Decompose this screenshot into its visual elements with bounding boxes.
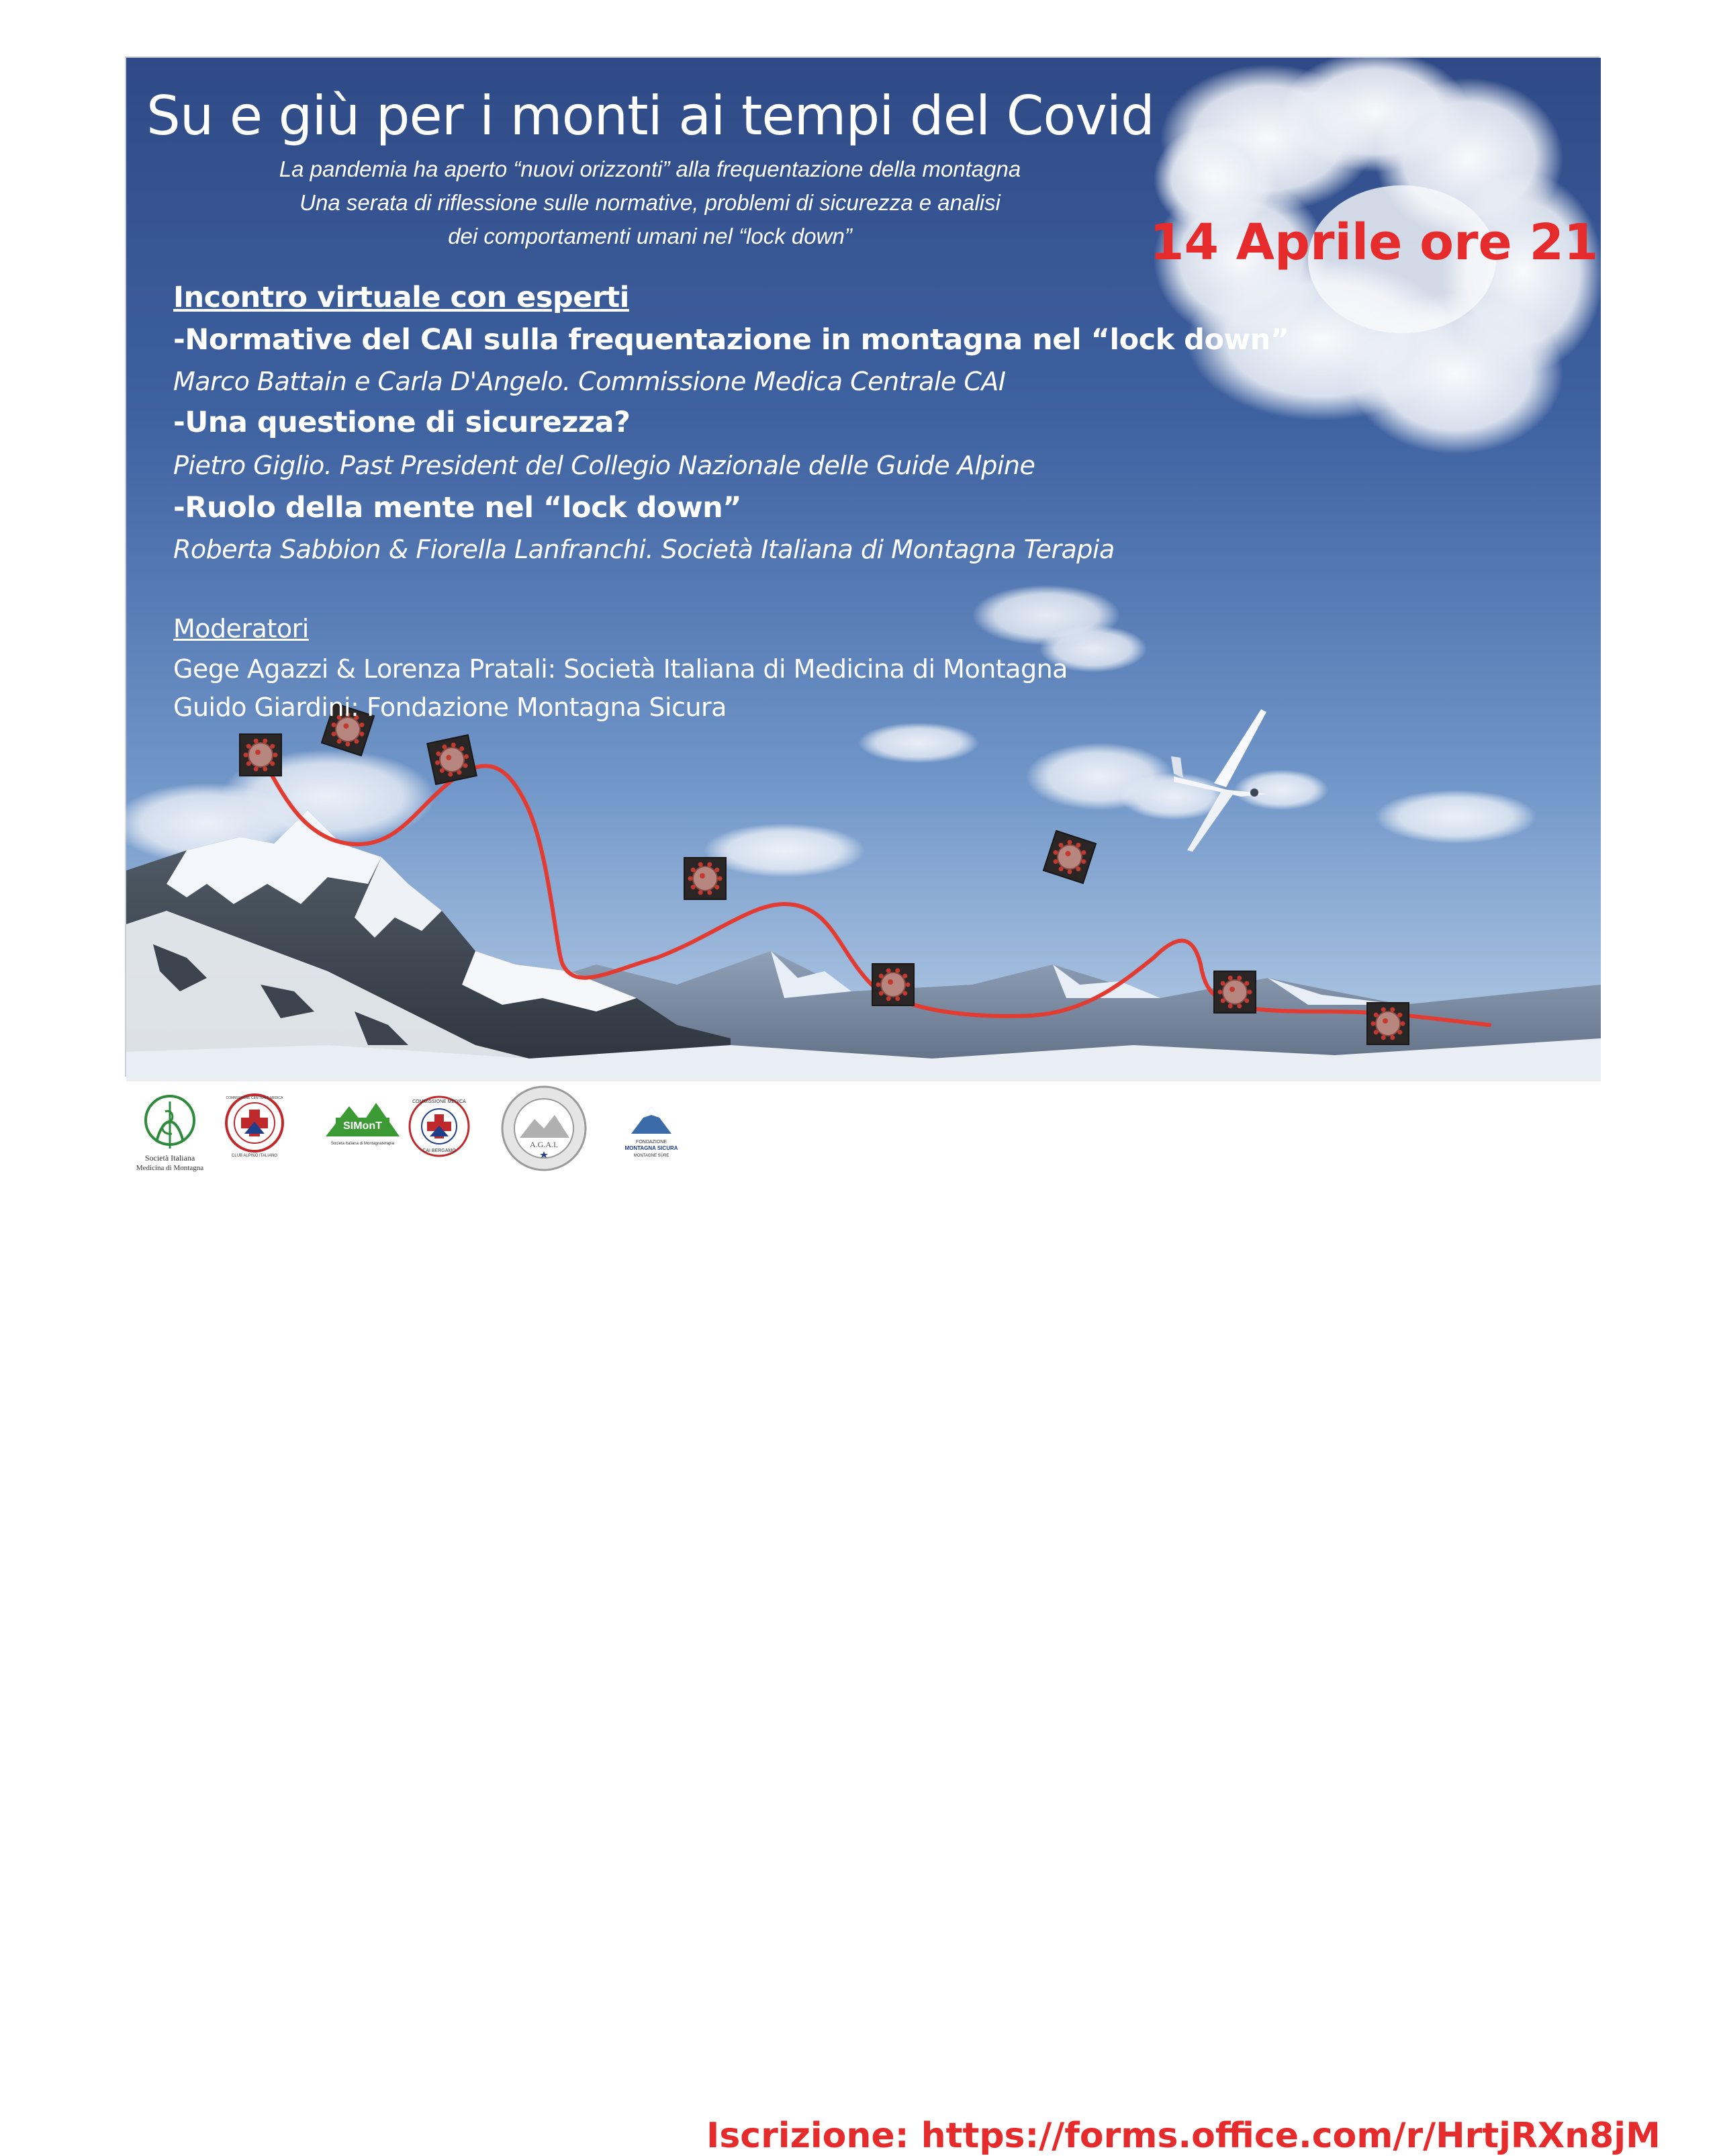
virus-icon [428,735,475,783]
virus-icon [1215,972,1255,1012]
agai-logo-name: A.G.A.I. [530,1140,558,1149]
fms-logo-line3: MONTAGNE SÛRE [633,1154,669,1158]
moderators-label: Moderatori [173,614,309,643]
poster-title: Su e giù per i monti ai tempi del Covid [146,85,1154,147]
moderator-line-1: Gege Agazzi & Lorenza Pratali: Società Italiana di Medicina di Montagna [173,654,1068,684]
simm-logo-line2: Medicina di Montagna [136,1164,204,1172]
registration-link[interactable]: Iscrizione: https://forms.office.com/r/HrtjRXn8jM [706,2116,1661,2156]
mountain-sky-photo [126,58,1601,1081]
simont-logo-name: SIMonT [343,1120,382,1132]
talk-title-2: -Una questione di sicurezza? [173,406,631,439]
cai-bergamo-logo [406,1089,473,1170]
agai-logo [500,1084,588,1173]
virus-icon [1368,1003,1408,1044]
simont-logo [322,1096,403,1163]
subtitle-line-1: La pandemia ha aperto “nuovi orizzonti” alla frequentazione della montagna [279,156,1021,181]
talk-speakers-2: Pietro Giglio. Past President del Collegio Nazionale delle Guide Alpine [173,451,1035,480]
talk-speakers-3: Roberta Sabbion & Fiorella Lanfranchi. Società Italiana di Montagna Terapia [173,535,1115,564]
simont-logo-caption: Società Italiana di Montagnaterapia [330,1142,395,1146]
fms-logo [604,1100,698,1167]
subtitle-line-2: Una serata di riflessione sulle normative, problemi di sicurezza e analisi [299,190,1001,215]
virus-icon [873,964,913,1005]
virus-icon [685,858,725,899]
cai-bergamo-ring-text: COMMISSIONE MEDICA [412,1099,466,1104]
cai-central-ring-text: COMMISSIONE CENTRALE MEDICA [226,1096,283,1100]
simm-logo [126,1088,214,1175]
section-heading: Incontro virtuale con esperti [173,281,629,314]
cai-central-logo [224,1089,285,1163]
moderator-line-2: Guido Giardini: Fondazione Montagna Sicura [173,692,727,722]
talk-title-1: -Normative del CAI sulla frequentazione in montagna nel “lock down” [173,323,1289,357]
virus-icon [240,735,281,775]
fms-logo-line2: MONTAGNA SICURA [624,1145,678,1151]
talk-speakers-1: Marco Battain e Carla D'Angelo. Commissione Medica Centrale CAI [173,367,1006,396]
talk-title-3: -Ruolo della mente nel “lock down” [173,491,742,525]
footer-logo-bar [126,1081,1661,2156]
event-poster [125,56,1661,2156]
simm-logo-line1: Società Italiana [144,1153,195,1163]
cai-central-bottom-text: CLUB ALPINO ITALIANO [232,1154,277,1158]
cai-bergamo-bottom-text: CAI BERGAMO [422,1149,456,1153]
subtitle-line-3: dei comportamenti umani nel “lock down” [448,224,852,249]
fms-logo-line1: FONDAZIONE [636,1140,667,1144]
event-date: 14 Aprile ore 21 [1150,214,1599,271]
